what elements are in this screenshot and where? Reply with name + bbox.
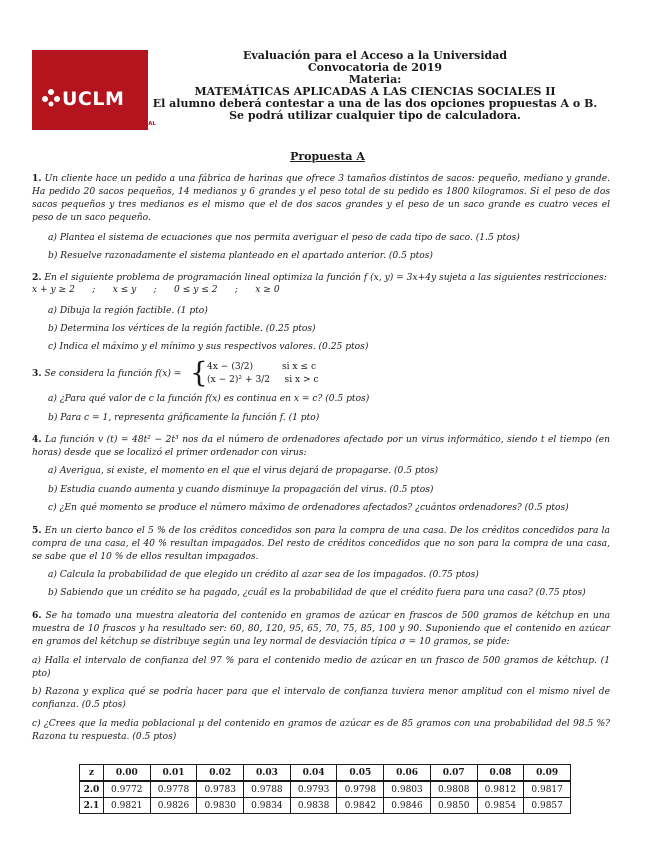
table-header-cell: 0.06 — [384, 765, 431, 782]
q6-part-a: a) Halla el intervalo de confianza del 97 % para el contenido medio de azúcar en un frasco de 500 gramos de kétchup. (1 pto) — [32, 656, 610, 679]
q2-part-a: a) Dibuja la región factible. (1 pto) — [48, 306, 208, 316]
q2-part-b: b) Determina los vértices de la región factible. (0.25 ptos) — [48, 324, 316, 334]
q4-part-a: a) Averigua, si existe, el momento en el que el virus dejará de propagarse. (0.5 ptos) — [48, 466, 439, 476]
q1-part-a: a) Plantea el sistema de ecuaciones que nos permita averiguar el peso de cada tipo de saco. (1.5 ptos) — [48, 233, 520, 243]
table-cell: 0.9854 — [477, 798, 524, 814]
table-row — [80, 798, 571, 814]
q3-case-1: 4x − (3/2) si x ≤ c — [207, 362, 317, 372]
question-2 — [32, 271, 610, 285]
q5-part-a: a) Calcula la probabilidad de que elegido un crédito al azar sea de los impagados. (0.75 ptos) — [48, 570, 479, 580]
table-cell: 0.9857 — [524, 798, 571, 814]
table-cell: 0.9842 — [337, 798, 384, 814]
table-cell: 0.9821 — [103, 798, 150, 814]
uclm-emblem-icon — [40, 86, 62, 108]
question-number: 4. — [32, 434, 42, 445]
question-6 — [32, 609, 610, 649]
table-header-cell: 0.01 — [150, 765, 197, 782]
table-header-cell: 0.04 — [290, 765, 337, 782]
table-row-header: 2.0 — [80, 781, 104, 798]
header-line-6: Se podrá utilizar cualquier tipo de calculadora. — [229, 109, 521, 122]
table-header-cell: 0.02 — [197, 765, 244, 782]
table-cell: 0.9788 — [244, 781, 291, 798]
q5-part-b: b) Sabiendo que un crédito se ha pagado, ¿cuál es la probabilidad de que el crédito fuera para una casa? (0.75 ptos) — [48, 588, 586, 598]
uclm-logo — [32, 50, 148, 130]
table-cell: 0.9817 — [524, 781, 571, 798]
question-text: La función v (t) = 48t² − 2t³ nos da el número de ordenadores afectado por un virus informático, siendo t el tiempo (en horas) desde que se localizó el primer ordenador con virus: — [32, 435, 610, 458]
table-header-cell: 0.09 — [524, 765, 571, 782]
table-header-cell: 0.00 — [103, 765, 150, 782]
q6-part-b: b) Razona y explica qué se podría hacer para que el intervalo de confianza tuviera menor amplitud con el mismo nivel de confianza. (0.5 ptos) — [32, 687, 610, 710]
propuesta-title: Propuesta A — [290, 150, 365, 163]
q2-part-c: c) Indica el máximo y el mínimo y sus respectivos valores. (0.25 ptos) — [48, 342, 369, 352]
question-text: En un cierto banco el 5 % de los créditos concedidos son para la compra de una casa. De los créditos concedidos para la compra de una casa, el 40 % resultan impagados. Del resto de créditos concedidos que no son para la compra de una casa, se sabe que el 10 % de ellos resultan impagados. — [32, 526, 610, 562]
table-cell: 0.9838 — [290, 798, 337, 814]
table-cell: 0.9772 — [103, 781, 150, 798]
question-number: 2. — [32, 272, 42, 283]
question-number: 3. — [32, 368, 42, 379]
question-text: Se ha tomado una muestra aleatoria del contenido en gramos de azúcar en frascos de 500 gramos de kétchup en una muestra de 10 frascos y ha resultado ser: 60, 80, 120, 95, 65, 70, 75, 85, 100 y 90. Suponiendo que el contenido en azúcar en gramos del kétchup se distribuye según una ley normal de desviación típica σ = 10 gramos, se pide: — [32, 611, 610, 647]
header-line-2: Convocatoria de 2019 — [307, 61, 443, 74]
table-cell: 0.9793 — [290, 781, 337, 798]
q3-part-a: a) ¿Para qué valor de c la función f(x) es continua en x = c? (0.5 ptos) — [48, 394, 370, 404]
table-cell: 0.9798 — [337, 781, 384, 798]
question-number: 6. — [32, 610, 42, 621]
table-header-cell: 0.03 — [244, 765, 291, 782]
question-number: 1. — [32, 173, 42, 184]
table-header-cell: 0.05 — [337, 765, 384, 782]
q4-part-b: b) Estudia cuando aumenta y cuando disminuye la propagación del virus. (0.5 ptos) — [48, 485, 434, 495]
table-header-cell: 0.08 — [477, 765, 524, 782]
table-cell: 0.9812 — [477, 781, 524, 798]
table-cell: 0.9803 — [384, 781, 431, 798]
table-header-cell: 0.07 — [430, 765, 477, 782]
table-row — [80, 781, 571, 798]
normal-distribution-table — [79, 764, 571, 814]
question-5 — [32, 524, 610, 564]
question-number: 5. — [32, 525, 42, 536]
table-cell: 0.9826 — [150, 798, 197, 814]
q3-part-b: b) Para c = 1, representa gráficamente la función f. (1 pto) — [48, 413, 320, 423]
header-line-3: Materia: — [348, 73, 402, 86]
question-text: Un cliente hace un pedido a una fábrica de harinas que ofrece 3 tamaños distintos de sacos: pequeño, mediano y grande. Ha pedido 20 sacos pequeños, 14 medianos y 6 grandes y el peso total de su pedido es 1800 kilogramos. Si el peso de dos sacos pequeños y tres medianos es el mismo que el de dos sacos grandes y el peso de un saco grande es cuatro veces el peso de un saco pequeño. — [32, 174, 610, 223]
cases-brace: { — [190, 356, 208, 389]
question-1 — [32, 172, 610, 225]
table-header-cell: z — [80, 765, 104, 782]
q1-part-b: b) Resuelve razonadamente el sistema planteado en el apartado anterior. (0.5 ptos) — [48, 251, 433, 261]
exam-header — [150, 50, 600, 122]
table-cell: 0.9783 — [197, 781, 244, 798]
table-cell: 0.9850 — [430, 798, 477, 814]
header-line-1: Evaluación para el Acceso a la Universidad — [242, 49, 508, 62]
question-text: En el siguiente problema de programación lineal optimiza la función f (x, y) = 3x+4y sujeta a las siguientes restricciones: — [44, 273, 607, 283]
question-4 — [32, 433, 610, 460]
logo-text: UCLM — [62, 88, 125, 110]
table-row-header: 2.1 — [80, 798, 104, 814]
header-subject: MATEMÁTICAS APLICADAS A LAS CIENCIAS SOCIALES II — [194, 85, 556, 98]
q2-constraints: x + y ≥ 2 ; x ≤ y ; 0 ≤ y ≤ 2 ; x ≥ 0 — [32, 285, 280, 295]
table-cell: 0.9834 — [244, 798, 291, 814]
q4-part-c: c) ¿En qué momento se produce el número máximo de ordenadores afectados? ¿cuántos ordenadores? (0.5 ptos) — [48, 503, 569, 513]
logo-tagline: CAMPUS DE EXCELENCIA INTERNACIONAL — [32, 121, 156, 127]
header-line-5: El alumno deberá contestar a una de las dos opciones propuestas A o B. — [152, 97, 598, 110]
q3-case-2: (x − 2)² + 3/2 si x > c — [207, 375, 319, 385]
q6-part-c: c) ¿Crees que la media poblacional μ del contenido en gramos de azúcar es de 85 gramos con una probabilidad del 98.5 %? Razona tu respuesta. (0.5 ptos) — [32, 719, 610, 742]
table-cell: 0.9778 — [150, 781, 197, 798]
question-text: Se considera la función f(x) = — [44, 369, 182, 379]
table-cell: 0.9830 — [197, 798, 244, 814]
table-cell: 0.9808 — [430, 781, 477, 798]
table-cell: 0.9846 — [384, 798, 431, 814]
question-3 — [32, 367, 192, 381]
table-header-row — [80, 765, 571, 782]
